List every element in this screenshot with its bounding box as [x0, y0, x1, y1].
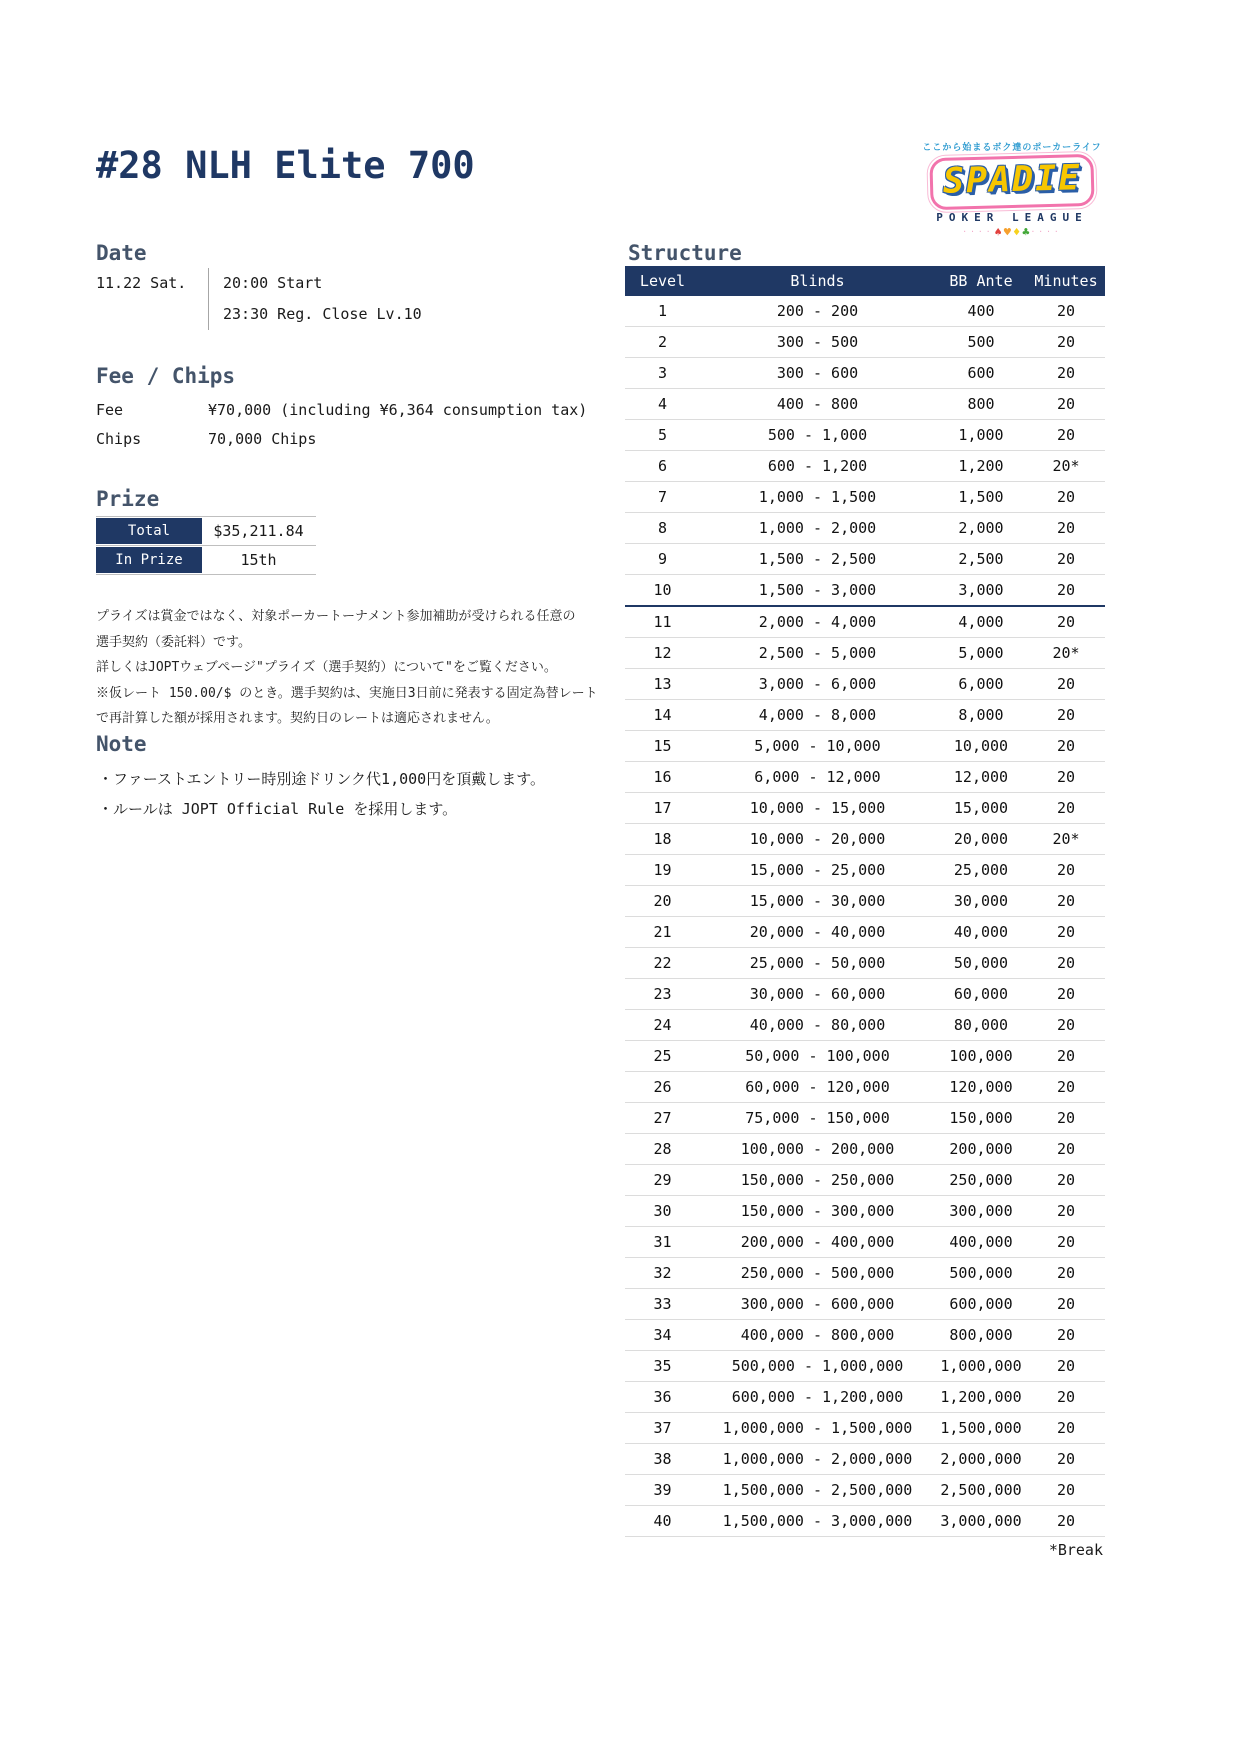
note-list: [98, 764, 545, 824]
bb-ante-cell: 4,000: [935, 606, 1027, 638]
fee-label: Fee: [96, 401, 124, 419]
structure-row: [625, 1382, 1105, 1413]
column-header-blinds: Blinds: [700, 266, 935, 296]
structure-row: [625, 451, 1105, 482]
disclaimer-line: ※仮レート 150.00/$ のとき。選手契約は、実施日3日前に発表する固定為替レート: [96, 685, 598, 701]
structure-row: [625, 638, 1105, 669]
level-cell: 7: [625, 482, 700, 513]
structure-row: [625, 669, 1105, 700]
level-cell: 8: [625, 513, 700, 544]
bb-ante-cell: 12,000: [935, 762, 1027, 793]
prize-heading: Prize: [96, 487, 160, 511]
minutes-cell: 20: [1027, 327, 1105, 358]
fee-row: [96, 425, 587, 454]
blinds-cell: 300 - 500: [700, 327, 935, 358]
dots-left: ····: [962, 227, 994, 236]
date-heading: Date: [96, 241, 147, 265]
level-cell: 40: [625, 1506, 700, 1537]
bb-ante-cell: 150,000: [935, 1103, 1027, 1134]
minutes-cell: 20: [1027, 1165, 1105, 1196]
minutes-cell: 20: [1027, 917, 1105, 948]
structure-row: [625, 327, 1105, 358]
level-cell: 32: [625, 1258, 700, 1289]
structure-row: [625, 513, 1105, 544]
level-cell: 1: [625, 296, 700, 327]
minutes-cell: 20: [1027, 1444, 1105, 1475]
structure-table: [625, 266, 1105, 1537]
blinds-cell: 100,000 - 200,000: [700, 1134, 935, 1165]
blinds-cell: 50,000 - 100,000: [700, 1041, 935, 1072]
suit-icon: ♠: [994, 225, 1002, 239]
level-cell: 12: [625, 638, 700, 669]
blinds-cell: 60,000 - 120,000: [700, 1072, 935, 1103]
level-cell: 22: [625, 948, 700, 979]
minutes-cell: 20: [1027, 1413, 1105, 1444]
level-cell: 19: [625, 855, 700, 886]
bb-ante-cell: 1,000,000: [935, 1351, 1027, 1382]
structure-row: [625, 1134, 1105, 1165]
blinds-cell: 300 - 600: [700, 358, 935, 389]
blinds-cell: 75,000 - 150,000: [700, 1103, 935, 1134]
minutes-cell: 20: [1027, 762, 1105, 793]
structure-row: [625, 979, 1105, 1010]
logo-tagline: ここから始まるボク達のポーカーライフ: [922, 143, 1102, 153]
minutes-cell: 20: [1027, 513, 1105, 544]
suit-icon: ♣: [1022, 225, 1030, 239]
schedule-line: 23:30 Reg. Close Lv.10: [223, 305, 422, 323]
bb-ante-cell: 40,000: [935, 917, 1027, 948]
bb-ante-cell: 10,000: [935, 731, 1027, 762]
structure-row: [625, 1010, 1105, 1041]
bb-ante-cell: 1,200: [935, 451, 1027, 482]
minutes-cell: 20: [1027, 1041, 1105, 1072]
minutes-cell: 20: [1027, 575, 1105, 607]
level-cell: 36: [625, 1382, 700, 1413]
column-header-level: Level: [625, 266, 700, 296]
structure-row: [625, 700, 1105, 731]
logo-subtitle: POKER LEAGUE: [936, 211, 1088, 224]
prize-label: Total: [96, 518, 202, 544]
bb-ante-cell: 3,000,000: [935, 1506, 1027, 1537]
blinds-cell: 6,000 - 12,000: [700, 762, 935, 793]
level-cell: 15: [625, 731, 700, 762]
bb-ante-cell: 250,000: [935, 1165, 1027, 1196]
bb-ante-cell: 200,000: [935, 1134, 1027, 1165]
structure-row: [625, 544, 1105, 575]
bb-ante-cell: 800: [935, 389, 1027, 420]
blinds-cell: 400,000 - 800,000: [700, 1320, 935, 1351]
structure-row: [625, 358, 1105, 389]
blinds-cell: 1,500 - 3,000: [700, 575, 935, 607]
bb-ante-cell: 15,000: [935, 793, 1027, 824]
structure-row: [625, 793, 1105, 824]
level-cell: 2: [625, 327, 700, 358]
fee-label: Chips: [96, 430, 142, 448]
blinds-cell: 500,000 - 1,000,000: [700, 1351, 935, 1382]
bb-ante-cell: 1,500: [935, 482, 1027, 513]
blinds-cell: 40,000 - 80,000: [700, 1010, 935, 1041]
structure-row: [625, 1506, 1105, 1537]
minutes-cell: 20: [1027, 358, 1105, 389]
note-bullet: ・ファーストエントリー時別途ドリンク代1,000円を頂戴します。: [98, 770, 546, 788]
blinds-cell: 250,000 - 500,000: [700, 1258, 935, 1289]
blinds-cell: 1,000 - 1,500: [700, 482, 935, 513]
bb-ante-cell: 3,000: [935, 575, 1027, 607]
blinds-cell: 30,000 - 60,000: [700, 979, 935, 1010]
structure-row: [625, 1041, 1105, 1072]
level-cell: 14: [625, 700, 700, 731]
minutes-cell: 20: [1027, 1506, 1105, 1537]
disclaimer-line: 詳しくはJOPTウェブページ"プライズ（選手契約）について"をご覧ください。: [96, 660, 557, 675]
level-cell: 28: [625, 1134, 700, 1165]
level-cell: 38: [625, 1444, 700, 1475]
bb-ante-cell: 400,000: [935, 1227, 1027, 1258]
level-cell: 39: [625, 1475, 700, 1506]
blinds-cell: 150,000 - 250,000: [700, 1165, 935, 1196]
structure-row: [625, 1351, 1105, 1382]
blinds-cell: 3,000 - 6,000: [700, 669, 935, 700]
blinds-cell: 10,000 - 20,000: [700, 824, 935, 855]
structure-row: [625, 1072, 1105, 1103]
structure-row: [625, 1320, 1105, 1351]
structure-row: [625, 1289, 1105, 1320]
schedule-line: 20:00 Start: [223, 274, 323, 292]
structure-row: [625, 1196, 1105, 1227]
minutes-cell: 20: [1027, 1196, 1105, 1227]
blinds-cell: 1,500 - 2,500: [700, 544, 935, 575]
minutes-cell: 20: [1027, 1351, 1105, 1382]
bb-ante-cell: 25,000: [935, 855, 1027, 886]
suit-icons: [994, 226, 1031, 239]
structure-row: [625, 948, 1105, 979]
structure-row: [625, 1227, 1105, 1258]
logo-wordmark: SPADIE: [942, 158, 1082, 202]
bb-ante-cell: 500,000: [935, 1258, 1027, 1289]
level-cell: 5: [625, 420, 700, 451]
bb-ante-cell: 20,000: [935, 824, 1027, 855]
fee-value: ¥70,000 (including ¥6,364 consumption tax): [208, 401, 588, 419]
prize-value: 15th: [240, 551, 277, 569]
level-cell: 17: [625, 793, 700, 824]
prize-value: $35,211.84: [213, 522, 304, 540]
schedule-times: [208, 268, 422, 330]
structure-row: [625, 917, 1105, 948]
structure-row: [625, 606, 1105, 638]
structure-row: [625, 482, 1105, 513]
dots-right: ····: [1030, 227, 1062, 236]
prize-row: [96, 517, 316, 546]
minutes-cell: 20*: [1027, 824, 1105, 855]
break-footnote: *Break: [1048, 1541, 1103, 1559]
note-heading: Note: [96, 732, 147, 756]
bb-ante-cell: 800,000: [935, 1320, 1027, 1351]
minutes-cell: 20: [1027, 1010, 1105, 1041]
level-cell: 13: [625, 669, 700, 700]
minutes-cell: 20: [1027, 855, 1105, 886]
structure-row: [625, 1103, 1105, 1134]
blinds-cell: 200 - 200: [700, 296, 935, 327]
level-cell: 20: [625, 886, 700, 917]
bb-ante-cell: 8,000: [935, 700, 1027, 731]
minutes-cell: 20: [1027, 1258, 1105, 1289]
level-cell: 33: [625, 1289, 700, 1320]
level-cell: 4: [625, 389, 700, 420]
bb-ante-cell: 30,000: [935, 886, 1027, 917]
blinds-cell: 600,000 - 1,200,000: [700, 1382, 935, 1413]
minutes-cell: 20: [1027, 1103, 1105, 1134]
minutes-cell: 20: [1027, 1320, 1105, 1351]
structure-row: [625, 389, 1105, 420]
level-cell: 16: [625, 762, 700, 793]
structure-row: [625, 762, 1105, 793]
minutes-cell: 20: [1027, 1382, 1105, 1413]
minutes-cell: 20: [1027, 669, 1105, 700]
level-cell: 35: [625, 1351, 700, 1382]
minutes-cell: 20: [1027, 296, 1105, 327]
level-cell: 25: [625, 1041, 700, 1072]
level-cell: 9: [625, 544, 700, 575]
level-cell: 3: [625, 358, 700, 389]
column-header-bb-ante: BB Ante: [935, 266, 1027, 296]
minutes-cell: 20: [1027, 886, 1105, 917]
structure-row: [625, 296, 1105, 327]
blinds-cell: 15,000 - 25,000: [700, 855, 935, 886]
bb-ante-cell: 300,000: [935, 1196, 1027, 1227]
card-suits-row: [896, 225, 1128, 239]
minutes-cell: 20: [1027, 1289, 1105, 1320]
blinds-cell: 200,000 - 400,000: [700, 1227, 935, 1258]
minutes-cell: 20: [1027, 389, 1105, 420]
column-header-minutes: Minutes: [1027, 266, 1105, 296]
note-bullet: ・ルールは JOPT Official Rule を採用します。: [98, 800, 458, 818]
minutes-cell: 20: [1027, 1134, 1105, 1165]
bb-ante-cell: 1,200,000: [935, 1382, 1027, 1413]
structure-row: [625, 1444, 1105, 1475]
level-cell: 26: [625, 1072, 700, 1103]
bb-ante-cell: 2,000: [935, 513, 1027, 544]
fee-chips-heading: Fee / Chips: [96, 364, 236, 388]
minutes-cell: 20: [1027, 731, 1105, 762]
bb-ante-cell: 60,000: [935, 979, 1027, 1010]
bb-ante-cell: 600,000: [935, 1289, 1027, 1320]
minutes-cell: 20: [1027, 1227, 1105, 1258]
level-cell: 24: [625, 1010, 700, 1041]
minutes-cell: 20: [1027, 420, 1105, 451]
level-cell: 37: [625, 1413, 700, 1444]
blinds-cell: 2,000 - 4,000: [700, 606, 935, 638]
date-value: 11.22 Sat.: [96, 274, 187, 292]
disclaimer-line: 選手契約（委託料）です。: [96, 634, 251, 650]
blinds-cell: 600 - 1,200: [700, 451, 935, 482]
blinds-cell: 5,000 - 10,000: [700, 731, 935, 762]
spadie-logo: [896, 140, 1128, 239]
bb-ante-cell: 5,000: [935, 638, 1027, 669]
bb-ante-cell: 2,500: [935, 544, 1027, 575]
level-cell: 30: [625, 1196, 700, 1227]
level-cell: 10: [625, 575, 700, 607]
minutes-cell: 20*: [1027, 638, 1105, 669]
structure-row: [625, 824, 1105, 855]
prize-disclaimer: [96, 604, 598, 732]
blinds-cell: 25,000 - 50,000: [700, 948, 935, 979]
blinds-cell: 1,500,000 - 3,000,000: [700, 1506, 935, 1537]
structure-row: [625, 1165, 1105, 1196]
bb-ante-cell: 100,000: [935, 1041, 1027, 1072]
structure-row: [625, 1258, 1105, 1289]
blinds-cell: 1,000 - 2,000: [700, 513, 935, 544]
blinds-cell: 20,000 - 40,000: [700, 917, 935, 948]
blinds-cell: 150,000 - 300,000: [700, 1196, 935, 1227]
fee-chips-section: [96, 396, 587, 454]
structure-table-body: [625, 296, 1105, 1537]
blinds-cell: 1,500,000 - 2,500,000: [700, 1475, 935, 1506]
structure-row: [625, 731, 1105, 762]
bb-ante-cell: 1,000: [935, 420, 1027, 451]
prize-label: In Prize: [96, 547, 202, 573]
prize-table: [96, 516, 316, 575]
structure-row: [625, 886, 1105, 917]
disclaimer-line: で再計算した額が採用されます。契約日のレートは適応されません。: [96, 711, 499, 726]
level-cell: 18: [625, 824, 700, 855]
bb-ante-cell: 50,000: [935, 948, 1027, 979]
level-cell: 21: [625, 917, 700, 948]
structure-row: [625, 1413, 1105, 1444]
minutes-cell: 20: [1027, 700, 1105, 731]
blinds-cell: 500 - 1,000: [700, 420, 935, 451]
blinds-cell: 4,000 - 8,000: [700, 700, 935, 731]
minutes-cell: 20*: [1027, 451, 1105, 482]
structure-row: [625, 420, 1105, 451]
suit-icon: ♦: [1013, 225, 1021, 239]
bb-ante-cell: 600: [935, 358, 1027, 389]
minutes-cell: 20: [1027, 793, 1105, 824]
level-cell: 29: [625, 1165, 700, 1196]
bb-ante-cell: 1,500,000: [935, 1413, 1027, 1444]
minutes-cell: 20: [1027, 979, 1105, 1010]
minutes-cell: 20: [1027, 1072, 1105, 1103]
minutes-cell: 20: [1027, 606, 1105, 638]
minutes-cell: 20: [1027, 482, 1105, 513]
suit-icon: ♥: [1003, 225, 1011, 239]
bb-ante-cell: 80,000: [935, 1010, 1027, 1041]
date-section: [96, 268, 422, 330]
blinds-cell: 300,000 - 600,000: [700, 1289, 935, 1320]
minutes-cell: 20: [1027, 948, 1105, 979]
fee-value: 70,000 Chips: [208, 430, 317, 448]
minutes-cell: 20: [1027, 1475, 1105, 1506]
blinds-cell: 15,000 - 30,000: [700, 886, 935, 917]
disclaimer-line: プライズは賞金ではなく、対象ポーカートーナメント参加補助が受けられる任意の: [96, 609, 576, 624]
blinds-cell: 1,000,000 - 2,000,000: [700, 1444, 935, 1475]
structure-row: [625, 1475, 1105, 1506]
prize-row: [96, 546, 316, 575]
blinds-cell: 400 - 800: [700, 389, 935, 420]
structure-row: [625, 855, 1105, 886]
bb-ante-cell: 2,000,000: [935, 1444, 1027, 1475]
blinds-cell: 1,000,000 - 1,500,000: [700, 1413, 935, 1444]
bb-ante-cell: 400: [935, 296, 1027, 327]
fee-row: [96, 396, 587, 425]
level-cell: 6: [625, 451, 700, 482]
level-cell: 23: [625, 979, 700, 1010]
level-cell: 31: [625, 1227, 700, 1258]
blinds-cell: 10,000 - 15,000: [700, 793, 935, 824]
bb-ante-cell: 120,000: [935, 1072, 1027, 1103]
bb-ante-cell: 500: [935, 327, 1027, 358]
level-cell: 11: [625, 606, 700, 638]
structure-heading: Structure: [628, 241, 742, 265]
page-title: #28 NLH Elite 700: [96, 144, 475, 187]
logo-badge: [929, 154, 1095, 210]
bb-ante-cell: 2,500,000: [935, 1475, 1027, 1506]
level-cell: 34: [625, 1320, 700, 1351]
structure-row: [625, 575, 1105, 607]
bb-ante-cell: 6,000: [935, 669, 1027, 700]
minutes-cell: 20: [1027, 544, 1105, 575]
structure-header-row: [625, 266, 1105, 296]
level-cell: 27: [625, 1103, 700, 1134]
blinds-cell: 2,500 - 5,000: [700, 638, 935, 669]
